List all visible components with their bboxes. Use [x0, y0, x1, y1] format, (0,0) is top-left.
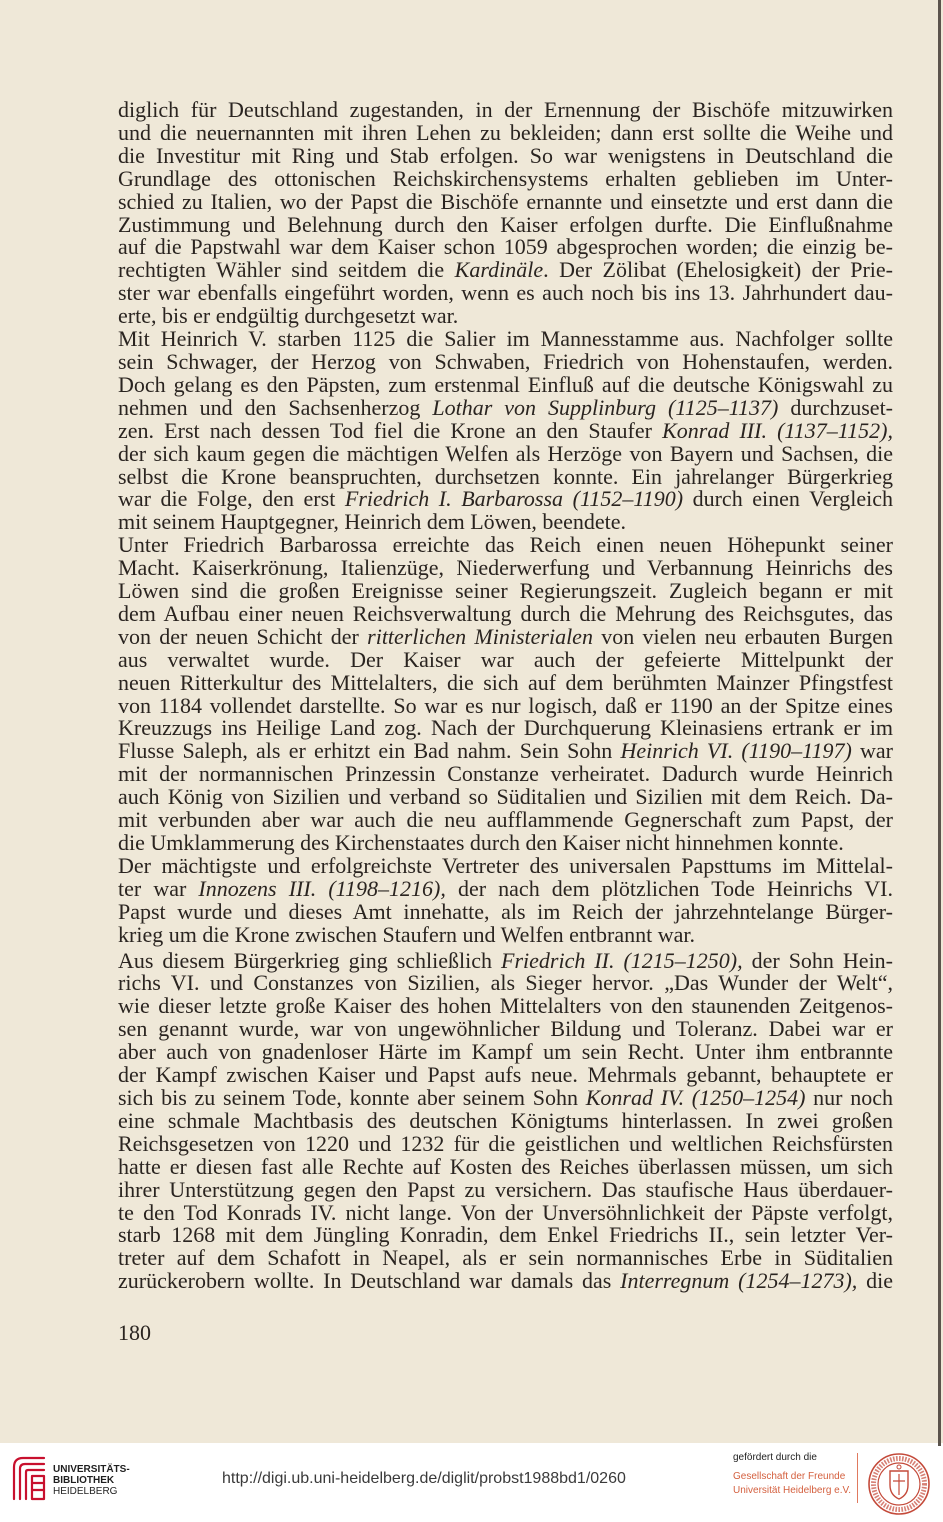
text-line [118, 417, 893, 443]
text-line [118, 786, 893, 809]
text-run: eine schmale Machtbasis des deutschen Königtums hinterlassen. In zwei großen [118, 1107, 893, 1133]
text-run: und die neuernannten mit ihren Lehen zu bekleiden; dann erst sollte die Weihe und [118, 119, 893, 145]
text-line [118, 348, 893, 374]
italic-term: Heinrich VI. (1190–1197) [620, 738, 852, 764]
library-logo-icon [6, 1453, 48, 1503]
text-run: Doch gelang es den Päpsten, zum erstenmal Einfluß auf die deutsche Königswahl zu [118, 371, 893, 397]
text-line [118, 875, 893, 901]
text-line [118, 1270, 893, 1293]
text-run: aus verwaltet wurde. Der Kaiser war auch der gefeierte Mittelpunkt der [118, 646, 893, 672]
text-line [118, 580, 893, 603]
text-line [118, 142, 893, 168]
text-run: sein Schwager, der Herzog von Schwaben, Friedrich von Hohenstaufen, werden. [118, 348, 893, 374]
text-run: die [857, 1268, 893, 1294]
page-number: 180 [118, 1320, 151, 1345]
text-run: auch König von Sizilien und verband so Süditalien und Sizilien mit dem Reich. Da- [118, 784, 893, 810]
text-run: ter war [118, 875, 199, 901]
text-run: von der neuen Schicht der [118, 623, 368, 649]
paragraph [118, 328, 893, 534]
text-line [118, 972, 893, 995]
text-run: Macht. Kaiserkrönung, Italienzüge, Niederwerfung und Verbannung Heinrichs des [118, 555, 893, 581]
italic-term: ritterlichen Ministerialen [367, 623, 593, 649]
library-name-line: BIBLIOTHEK [53, 1475, 115, 1486]
text-run: der Sohn Hein- [742, 947, 894, 973]
text-run: war die Folge, den erst [118, 486, 345, 512]
sponsor-intro: gefördert durch die [733, 1452, 817, 1463]
text-line [118, 1199, 893, 1225]
text-line [118, 717, 893, 740]
text-run: Papst wurde und dieses Amt innehatte, als im Reich der jahrzehntelange Bürger- [118, 898, 893, 924]
text-line [118, 259, 893, 282]
text-line [118, 1084, 893, 1110]
text-run: starb 1268 mit dem Jüngling Konradin, dem Enkel Friedrichs II., sein letzter Ver- [118, 1222, 893, 1248]
text-run: Reichsgesetzen von 1220 und 1232 für die geistlichen und weltlichen Reichsfürsten [118, 1130, 893, 1156]
text-line [118, 852, 893, 878]
library-name-line: UNIVERSITÄTS- [53, 1464, 130, 1475]
source-url-link[interactable]: http://digi.ub.uni-heidelberg.de/diglit/probst1988bd1/0260 [222, 1470, 626, 1487]
text-line [118, 600, 893, 626]
text-line [118, 1064, 893, 1087]
text-line [118, 188, 893, 214]
text-run: ster war ebenfalls eingeführt worden, wenn es auch noch bis ins 13. Jahrhundert dau- [118, 280, 893, 306]
italic-term: Interregnum (1254–1273), [620, 1268, 858, 1294]
text-line [118, 511, 893, 534]
sponsor-name [733, 1470, 851, 1497]
italic-term: Friedrich I. Barbarossa (1152–1190) [344, 486, 684, 512]
text-line [118, 898, 893, 924]
text-run: die Investitur mit Ring und Stab erfolgen. So war wenigstens in Deutschland die [118, 142, 893, 168]
text-run: Kreuzzugs ins Heilige Land zog. Nach der Durchquerung Kleinasiens ertrank er im [118, 715, 893, 741]
text-line [118, 646, 893, 672]
text-run: krieg um die Krone zwischen Staufern und Welfen entbrannt war. [118, 921, 695, 947]
text-run: war [851, 738, 894, 764]
sponsor-divider [857, 1453, 858, 1503]
paragraph [118, 534, 893, 855]
italic-term: Innozens III. (1198–1216), [198, 875, 446, 901]
text-run: der Kampf zwischen Kaiser und Papst aufs neue. Mehrmals gebannt, behauptete er [118, 1062, 893, 1088]
text-run: zurückerobern wollte. In Deutschland war damals das [118, 1268, 621, 1294]
text-line [118, 669, 893, 695]
text-run: hatte er diesen fast alle Rechte auf Kosten des Reiches überlassen müssen, um sich [118, 1153, 893, 1179]
text-line [118, 1041, 893, 1064]
text-line [118, 832, 893, 855]
text-line [118, 740, 893, 763]
text-run: der nach dem plötzlichen Tode Heinrichs VI. [445, 875, 893, 901]
text-run: aber auch von gnadenloser Härte im Kampf um sein Recht. Unter ihm entbrannte [118, 1039, 893, 1065]
text-run: Zustimmung und Belehnung durch den Kaiser erfolgen durfte. Die Einflußnahme [118, 211, 893, 237]
body-text [118, 99, 893, 1293]
text-run: sich bis zu seinem Tode, konnte aber seinem Sohn [118, 1084, 586, 1110]
text-run: rechtigten Wähler sind seitdem die [118, 257, 455, 283]
text-run: nehmen und den Sachsenherzog [118, 394, 433, 420]
text-line [118, 440, 893, 466]
text-run: richs VI. und Constanzes von Sizilien, als Sieger hervor. „Das Wunder der Welt“, [118, 970, 893, 996]
text-run: nur noch [805, 1084, 893, 1110]
text-run: von vielen neu erbauten Burgen [592, 623, 893, 649]
text-line [118, 809, 893, 832]
text-run: diglich für Deutschland zugestanden, in der Ernennung der Bischöfe mitzuwirken [118, 97, 893, 122]
text-run: dem Aufbau einer neuen Reichsverwaltung durch die Mehrung des Reichsgutes, das [118, 600, 893, 626]
paragraph [118, 99, 893, 328]
text-run: durch einen Vergleich [683, 486, 893, 512]
text-run: selbst die Krone beanspruchten, durchsetzen konnte. Ein jahrelanger Bürgerkrieg [118, 463, 893, 489]
text-line [118, 1018, 893, 1041]
text-line [118, 165, 893, 191]
italic-term: Konrad IV. (1250–1254) [585, 1084, 806, 1110]
text-line [118, 394, 894, 420]
italic-term: Kardinäle [454, 257, 544, 283]
text-run: mit verbunden aber war auch die neu aufflammende Gegnerschaft zum Papst, der [118, 807, 893, 833]
italic-term: Lothar von Supplinburg (1125–1137) [432, 394, 779, 420]
text-line [118, 488, 893, 511]
text-run: der sich kaum gegen die mächtigen Welfen als Herzöge von Bayern und Sachsen, die [118, 440, 893, 466]
text-line [118, 305, 893, 328]
text-line [118, 1224, 893, 1247]
text-run: . Der Zölibat (Ehelosigkeit) der Prie- [543, 257, 893, 283]
text-run: die Umklammerung des Kirchenstaates durch den Kaiser nicht hinnehmen konnte. [118, 830, 844, 855]
text-run: erte, bis er endgültig durchgesetzt war. [118, 303, 459, 329]
italic-term: Friedrich II. (1215–1250), [501, 947, 743, 973]
page-edge [938, 0, 941, 1446]
text-line [118, 1247, 893, 1270]
text-run: Grundlage des ottonischen Reichskirchensystems erhalten geblieben im Unter- [118, 165, 893, 191]
text-line [118, 1176, 893, 1202]
text-line [118, 282, 893, 305]
text-line [118, 371, 893, 397]
university-seal-icon [866, 1451, 932, 1517]
text-run: Aus diesem Bürgerkrieg ging schließlich [118, 947, 502, 973]
text-run: neuen Ritterkultur des Mittelalters, die sich auf dem berühmten Mainzer Pfingstfest [118, 669, 893, 695]
text-line [118, 763, 893, 786]
library-name-line: HEIDELBERG [53, 1486, 118, 1497]
text-run: Unter Friedrich Barbarossa erreichte das Reich einen neuen Höhepunkt seiner [118, 532, 893, 558]
text-line [118, 995, 893, 1018]
text-line [118, 328, 893, 351]
text-line [118, 211, 893, 237]
text-run: te den Tod Konrads IV. nicht lange. Von der Unversöhnlichkeit der Päpste verfolgt, [118, 1199, 893, 1225]
text-run: schied zu Italien, wo der Papst die Bischöfe ernannte und einsetzte und erst dann die [118, 188, 893, 214]
text-run: Der mächtigste und erfolgreichste Vertreter des universalen Papsttums im Mittelal- [118, 852, 893, 878]
text-run: durchzuset- [778, 394, 894, 420]
text-run: wie dieser letzte große Kaiser des hohen Mittelalters von den staunenden Zeitgenos- [118, 993, 893, 1019]
library-name [53, 1464, 130, 1497]
text-run: von 1184 vollendet darstellte. So war es nur logisch, daß er 1190 an der Spitze eines [118, 692, 893, 718]
sponsor-name-line: Universität Heidelberg e.V. [733, 1484, 852, 1496]
text-line [118, 692, 893, 718]
text-line [118, 1130, 893, 1156]
sponsor-name-line: Gesellschaft der Freunde [733, 1471, 846, 1482]
text-line [118, 534, 893, 557]
paragraph [118, 947, 894, 1294]
text-run: treter auf dem Schafott in Neapel, als er sein normannisches Erbe in Süditalien [118, 1245, 893, 1271]
text-run: mit seinem Hauptgegner, Heinrich dem Löwen, beendete. [118, 509, 626, 535]
text-line [118, 623, 893, 649]
text-run: Flusse Saleph, als er erhitzt ein Bad nahm. Sein Sohn [118, 738, 621, 764]
text-line [118, 236, 893, 259]
text-line [118, 99, 893, 122]
text-line [118, 557, 893, 580]
text-run: sen genannt wurde, war von ungewöhnlicher Bildung und Toleranz. Dabei war er [118, 1016, 893, 1042]
text-line [118, 921, 893, 947]
text-run: Löwen sind die großen Ereignisse seiner Regierungszeit. Zugleich begann er mit [118, 578, 893, 604]
text-line [118, 463, 893, 489]
paragraph [118, 852, 893, 947]
text-line [118, 947, 894, 973]
text-line [118, 1153, 893, 1179]
text-run: Mit Heinrich V. starben 1125 die Salier im Mannesstamme aus. Nachfolger sollte [118, 326, 893, 352]
italic-term: Konrad III. (1137–1152), [662, 417, 893, 443]
text-run: mit der normannischen Prinzessin Constanze verheiratet. Dadurch wurde Heinrich [118, 761, 893, 787]
text-run: auf die Papstwahl war dem Kaiser schon 1059 abgesprochen worden; die einzig be- [118, 234, 893, 260]
text-run: zen. Erst nach dessen Tod fiel die Krone an den Staufer [118, 417, 663, 443]
text-line [118, 1107, 893, 1133]
text-line [118, 119, 893, 145]
text-run: ihrer Unterstützung gegen den Papst zu versichern. Das staufische Haus überdauer- [118, 1176, 893, 1202]
